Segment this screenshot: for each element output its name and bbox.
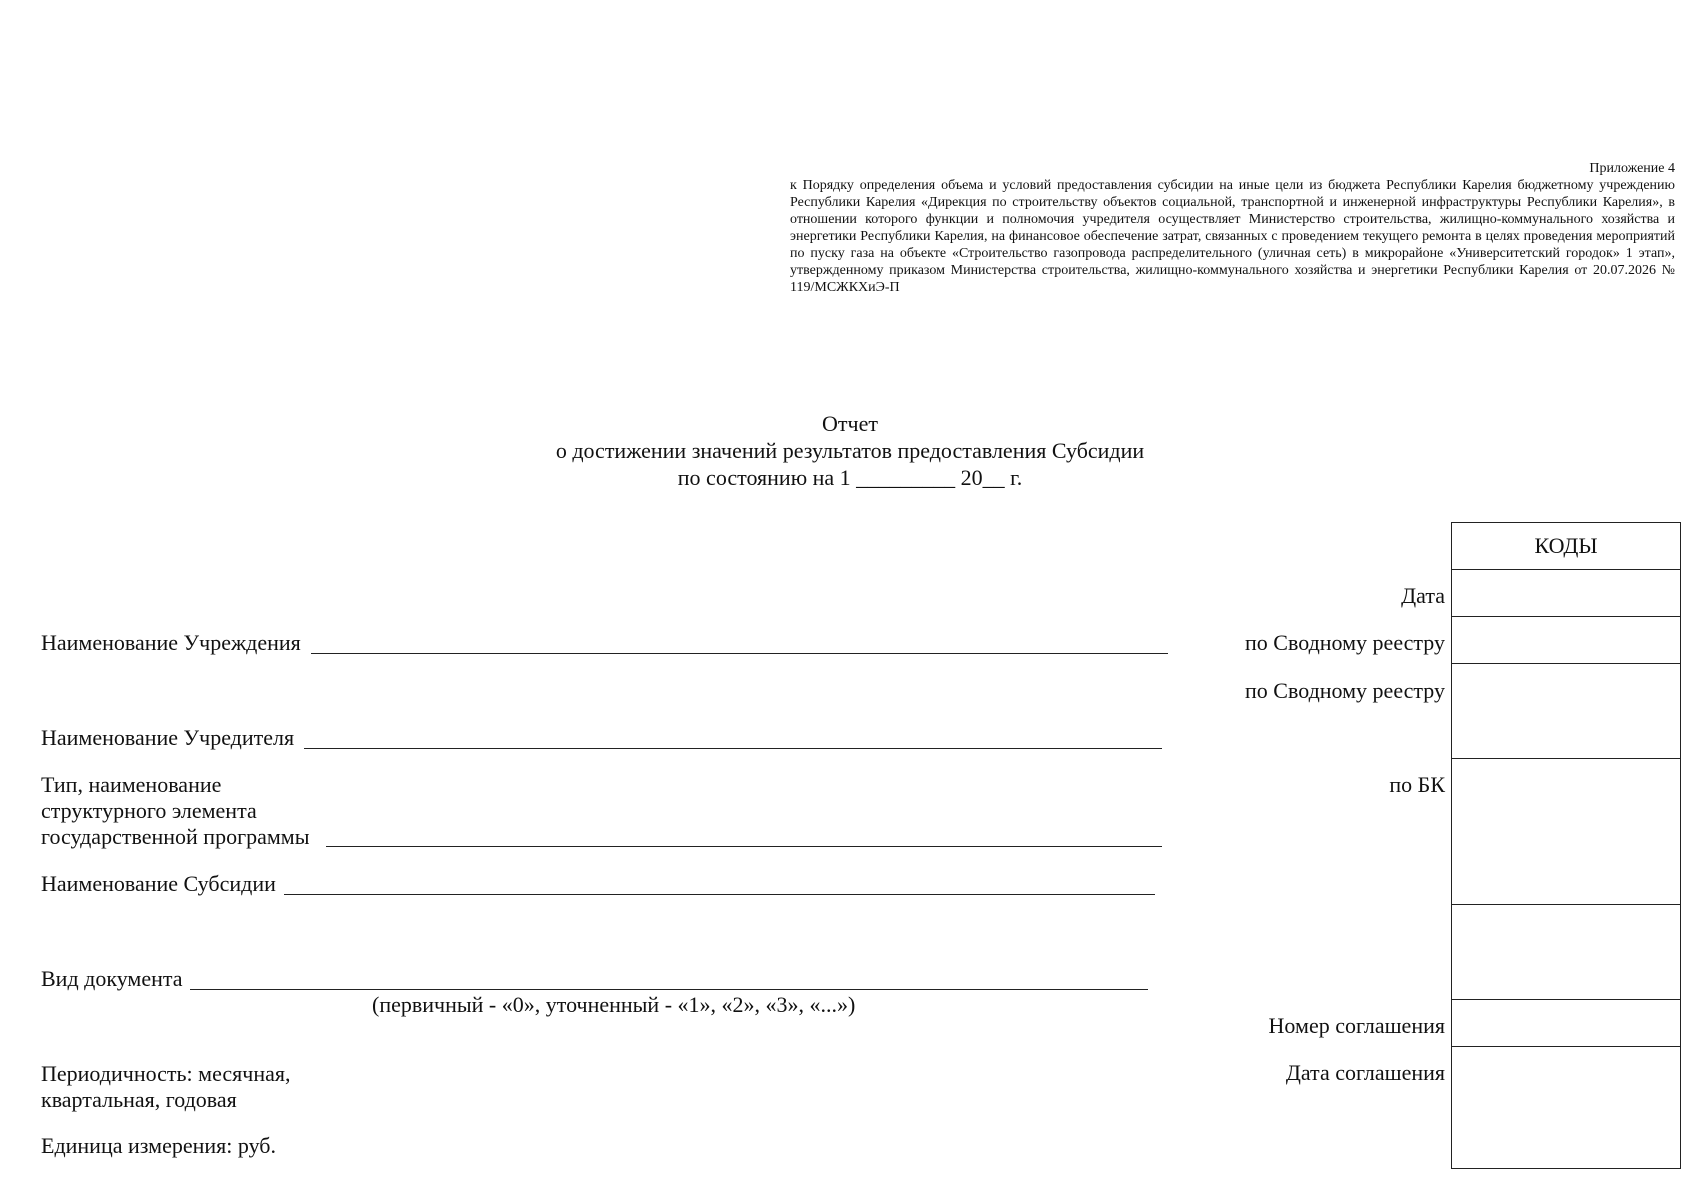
code-cell-bk[interactable]: [1452, 759, 1680, 905]
code-cell-blank[interactable]: [1452, 905, 1680, 1000]
code-cell-agreement-date[interactable]: [1452, 1047, 1680, 1168]
title-line-1: Отчет: [822, 411, 878, 436]
label-registry-1: по Сводному реестру: [1245, 630, 1445, 655]
founder-field[interactable]: [304, 748, 1162, 749]
periodicity-label-line-1: Периодичность: месячная,: [41, 1061, 291, 1086]
subsidy-field[interactable]: [284, 894, 1155, 895]
periodicity-label-line-2: квартальная, годовая: [41, 1087, 237, 1112]
subsidy-label: Наименование Субсидии: [41, 871, 276, 896]
doc-type-label: Вид документа: [41, 966, 183, 991]
doc-type-field[interactable]: [190, 989, 1148, 990]
appendix-text: к Порядку определения объема и условий предоставления субсидии на иные цели из бюджета Республики Карелия бюджетному учреждению Республики Карелия «Дирекция по строительству объектов социальной, транспортной и инженерной инфраструктуры Республики Карелия», в отношении которого функции и полномочия учредителя осуществляет Министерство строительства, жилищно-коммунального хозяйства и энергетики Республики Карелия, на финансовое обеспечение затрат, связанных с проведением текущего ремонта в целях проведения мероприятий по пуску газа на объекте «Строительство газопровода распределительного (уличная сеть) в микрорайоне «Университетский городок» 1 этап», утвержденному приказом Министерства строительства, жилищно-коммунального хозяйства и энергетики Республики Карелия от 20.07.2026 № 119/МСЖКХиЭ-П: [790, 178, 1675, 295]
code-cell-registry-2[interactable]: [1452, 664, 1680, 759]
report-title: [500, 410, 1200, 491]
code-cell-date[interactable]: [1452, 570, 1680, 617]
codes-header: КОДЫ: [1452, 523, 1680, 570]
unit-label: Единица измерения: руб.: [41, 1133, 276, 1158]
program-label-line-3: государственной программы: [41, 824, 310, 849]
institution-field[interactable]: [311, 653, 1168, 654]
label-registry-2: по Сводному реестру: [1245, 678, 1445, 703]
founder-label: Наименование Учредителя: [41, 725, 295, 750]
codes-table: [1451, 522, 1681, 1169]
program-label-line-2: структурного элемента: [41, 798, 257, 823]
institution-label: Наименование Учреждения: [41, 630, 301, 655]
program-field[interactable]: [326, 846, 1162, 847]
title-line-2: о достижении значений результатов предоставления Субсидии: [555, 438, 1145, 463]
title-line-3: по состоянию на 1 _________ 20__ г.: [677, 465, 1023, 490]
program-label-line-1: Тип, наименование: [41, 772, 222, 797]
label-bk: по БК: [1389, 772, 1445, 797]
code-cell-registry-1[interactable]: [1452, 617, 1680, 664]
label-date: Дата: [1401, 583, 1445, 608]
label-agreement-number: Номер соглашения: [1268, 1013, 1445, 1038]
doc-type-note: (первичный - «0», уточненный - «1», «2», «3», «...»): [372, 992, 856, 1017]
code-cell-agreement-number[interactable]: [1452, 1000, 1680, 1047]
label-agreement-date: Дата соглашения: [1285, 1060, 1445, 1085]
appendix-label: Приложение 4: [1589, 161, 1675, 176]
